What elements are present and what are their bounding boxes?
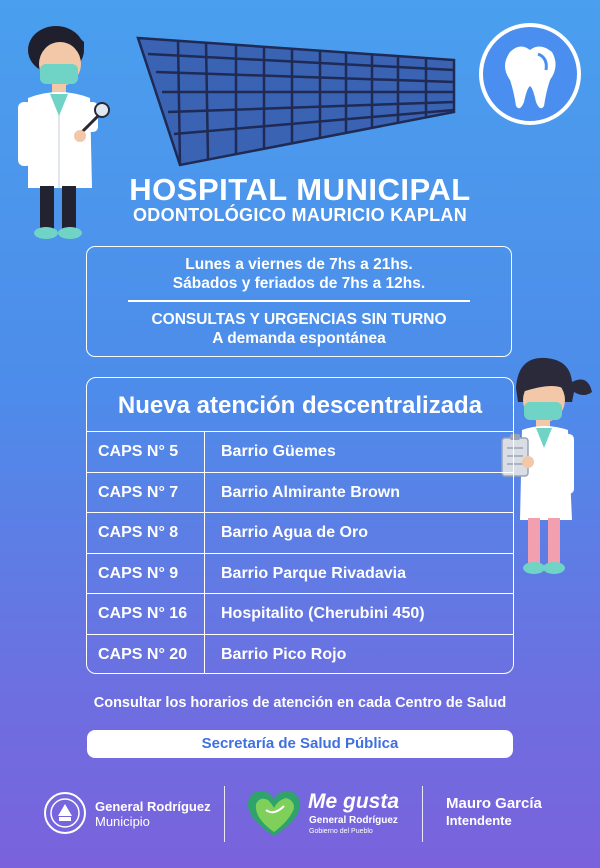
hospital-subtitle: ODONTOLÓGICO MAURICIO KAPLAN <box>132 205 468 225</box>
caps-location: Barrio Almirante Brown <box>221 483 400 501</box>
table-row <box>87 553 513 594</box>
table-row <box>87 634 513 675</box>
caps-table <box>86 377 514 674</box>
hours-box <box>86 246 512 357</box>
hospital-title: HOSPITAL MUNICIPAL <box>129 172 471 207</box>
table-row <box>87 512 513 553</box>
weekend-hours: Sábados y feriados de 7hs a 12hs. <box>172 275 426 292</box>
caps-number: CAPS N° 9 <box>87 554 205 594</box>
consults-label: CONSULTAS Y URGENCIAS SIN TURNO <box>151 311 447 328</box>
table-row <box>87 593 513 634</box>
caps-location: Hospitalito (Cherubini 450) <box>221 605 425 622</box>
caps-number: CAPS N° 5 <box>87 432 205 472</box>
caps-number: CAPS N° 20 <box>87 635 205 675</box>
caps-number: CAPS N° 16 <box>87 594 205 634</box>
caps-location: Barrio Parque Rivadavia <box>221 564 406 582</box>
weekday-hours: Lunes a viernes de 7hs a 21hs. <box>185 256 413 273</box>
table-row <box>87 472 513 513</box>
caps-location: Barrio Güemes <box>221 443 336 460</box>
caps-number: CAPS N° 7 <box>87 473 205 513</box>
secretariat-label: Secretaría de Salud Pública <box>87 730 513 758</box>
municipio-name: General Rodríguez <box>95 799 211 814</box>
brand-tagline: Gobierno del Pueblo <box>309 828 373 835</box>
hospital-building-illustration <box>136 30 456 170</box>
brand-subtitle: General Rodríguez <box>309 815 398 826</box>
hours-divider <box>128 300 470 302</box>
caps-location: Barrio Agua de Oro <box>221 524 368 541</box>
consult-note: Consultar los horarios de atención en cada Centro de Salud <box>93 695 507 711</box>
tooth-icon <box>478 22 582 126</box>
municipio-label: Municipio <box>95 814 150 829</box>
table-row <box>87 431 513 472</box>
footer-divider <box>224 786 225 842</box>
municipio-seal-icon <box>42 790 88 836</box>
footer-divider <box>422 786 423 842</box>
caps-number: CAPS N° 8 <box>87 513 205 553</box>
brand-name: Me gusta <box>308 790 400 813</box>
heart-logo-icon <box>244 786 304 840</box>
mayor-title: Intendente <box>446 813 512 828</box>
mayor-name: Mauro García <box>446 795 542 812</box>
demand-label: A demanda espontánea <box>212 330 386 347</box>
caps-table-title: Nueva atención descentralizada <box>117 392 483 419</box>
caps-location: Barrio Pico Rojo <box>221 645 347 663</box>
